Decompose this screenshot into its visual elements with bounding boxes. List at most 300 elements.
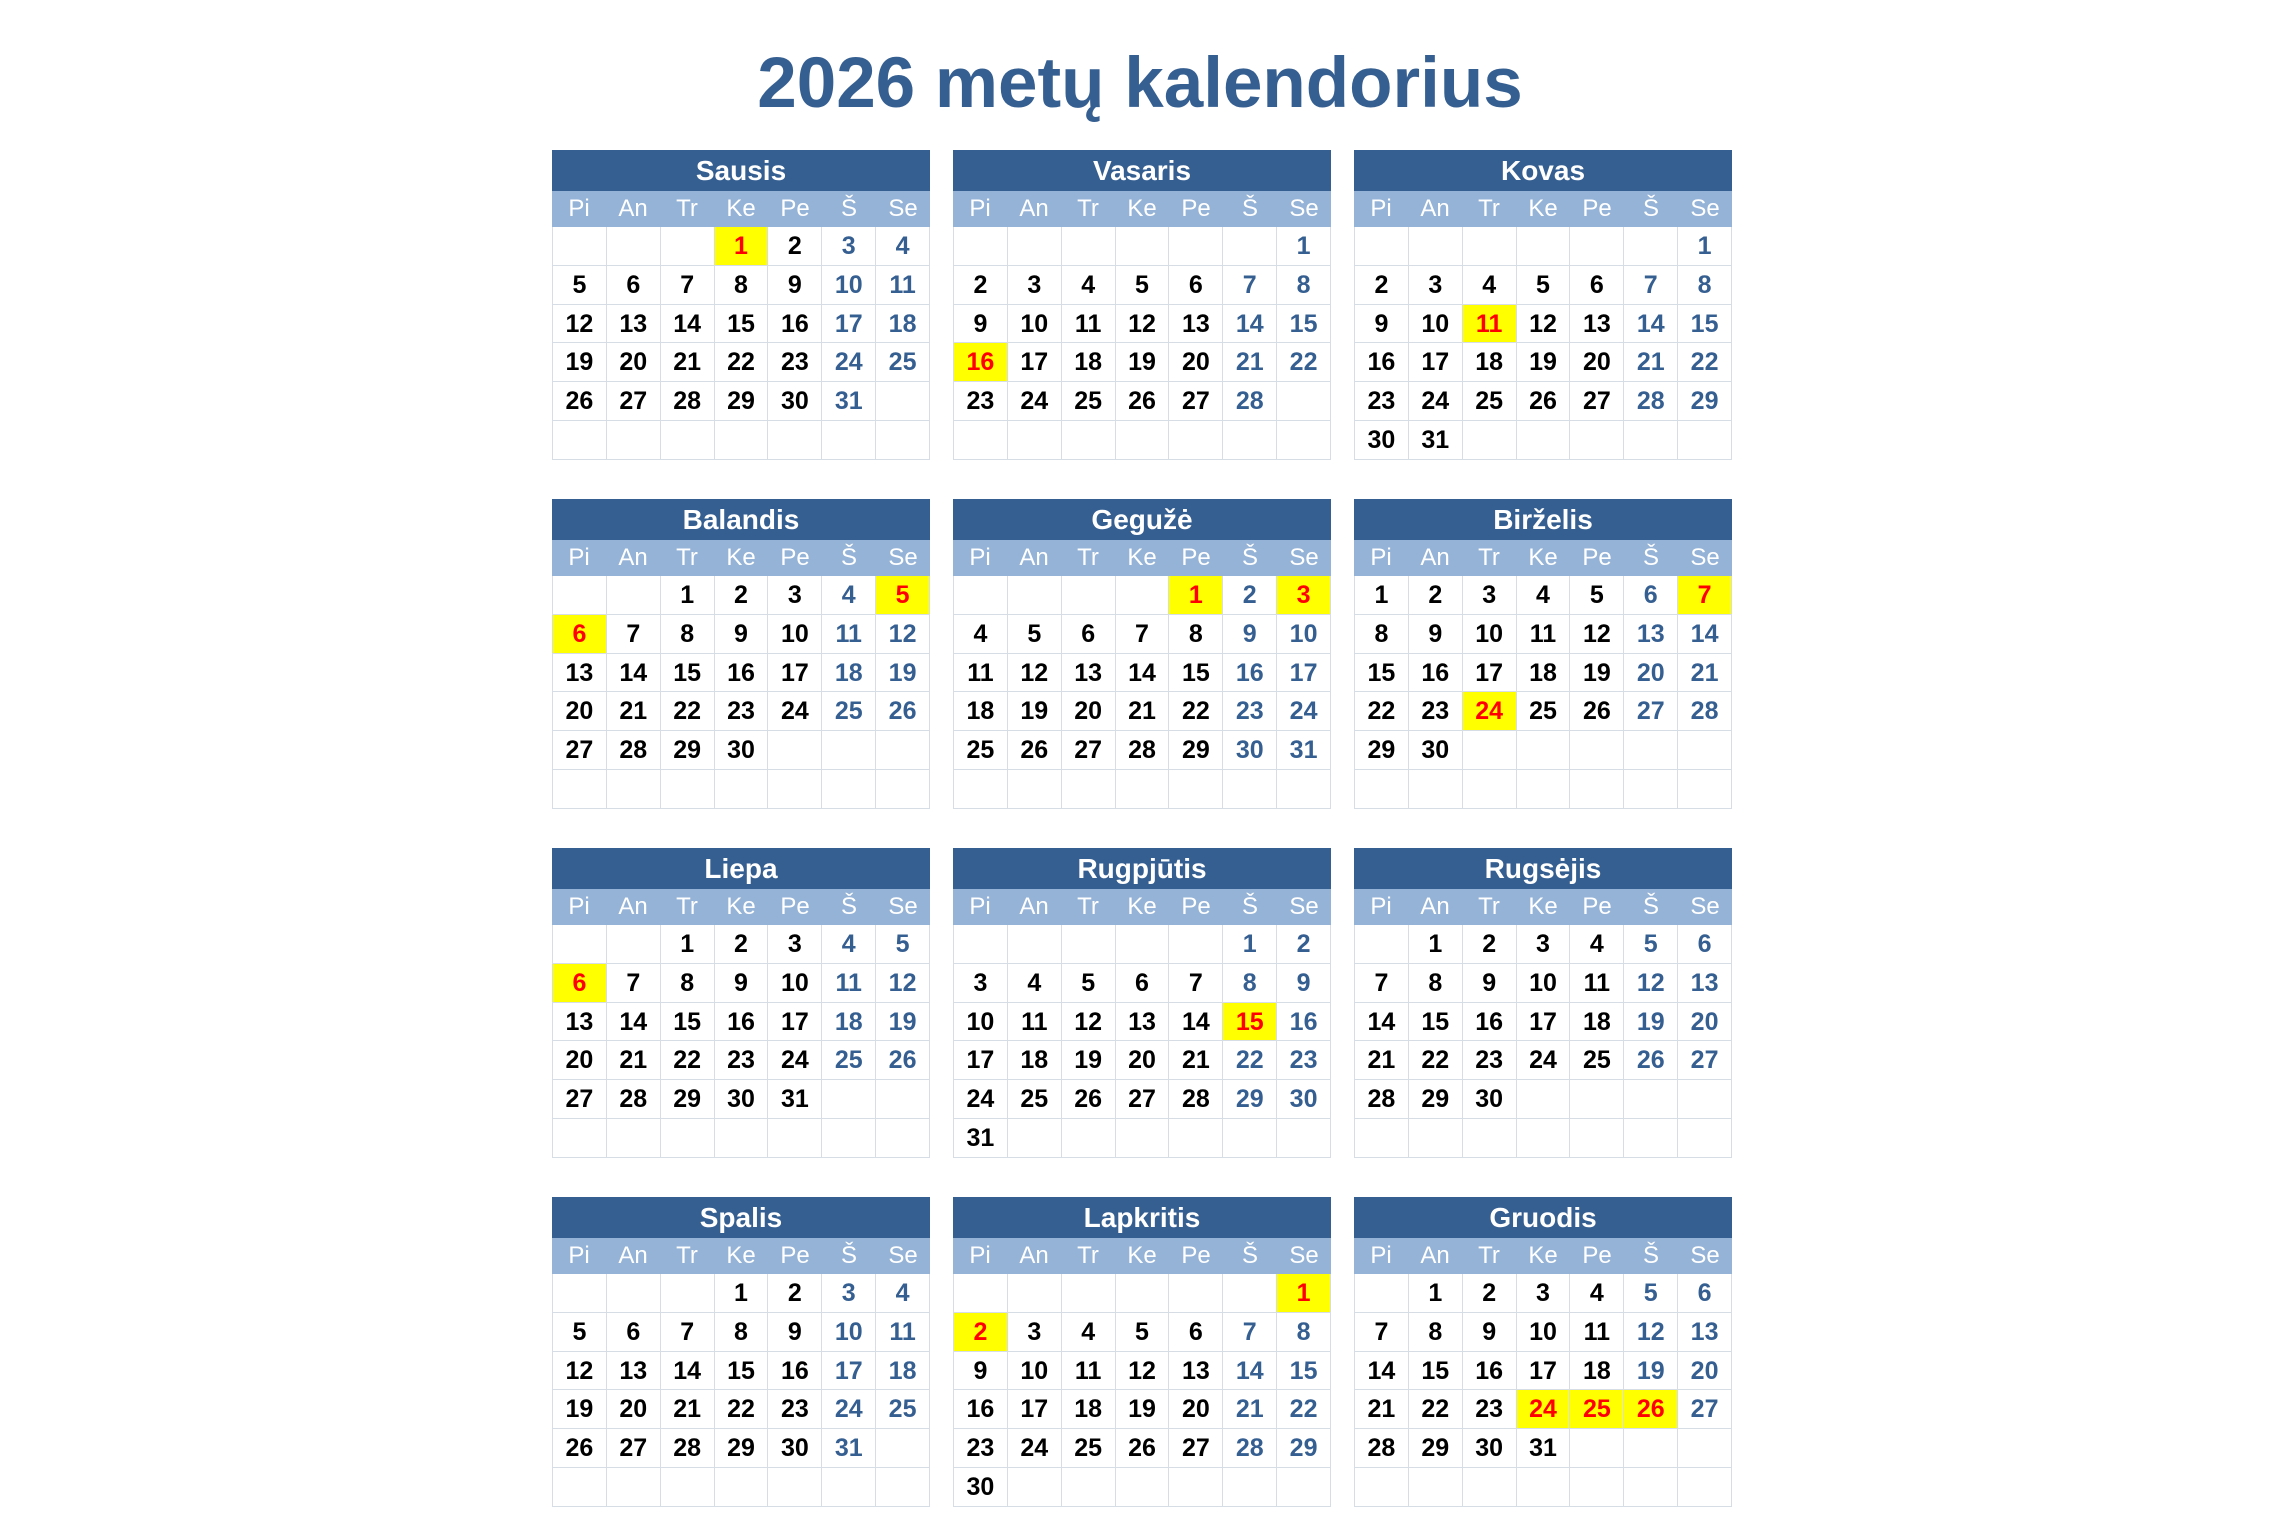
day-cell: 29	[1409, 1080, 1463, 1119]
empty-day-cell	[954, 770, 1008, 809]
day-cell: 6	[1678, 1274, 1732, 1313]
day-grid	[953, 925, 1331, 1158]
empty-day-cell	[822, 1468, 876, 1507]
day-cell: 9	[1277, 964, 1331, 1003]
day-cell: 14	[661, 1352, 715, 1391]
month-9	[1354, 848, 1732, 1159]
holiday-day-cell: 24	[1517, 1390, 1571, 1429]
day-cell: 28	[1678, 692, 1732, 731]
day-cell: 22	[661, 1041, 715, 1080]
empty-day-cell	[553, 421, 607, 460]
day-cell: 18	[1062, 343, 1116, 382]
day-cell: 2	[768, 1274, 822, 1313]
day-cell: 26	[1517, 382, 1571, 421]
weekday-label: An	[618, 195, 648, 222]
empty-day-cell	[715, 1468, 769, 1507]
day-cell: 17	[1409, 343, 1463, 382]
day-cell: 16	[1409, 654, 1463, 693]
empty-day-cell	[1624, 1468, 1678, 1507]
day-cell: 20	[1624, 654, 1678, 693]
month-12	[1354, 1197, 1732, 1508]
weekday-label: Pe	[1181, 1242, 1211, 1269]
day-cell: 22	[1169, 692, 1223, 731]
empty-day-cell	[954, 227, 1008, 266]
weekday-header	[552, 1238, 930, 1274]
holiday-day-cell: 1	[1277, 1274, 1331, 1313]
week-row	[1355, 1003, 1732, 1042]
week-row	[954, 964, 1331, 1003]
empty-day-cell	[553, 1119, 607, 1158]
day-cell: 11	[876, 266, 930, 305]
weekday-label: An	[1420, 893, 1450, 920]
day-cell: 28	[1223, 1429, 1277, 1468]
day-cell: 28	[1355, 1429, 1409, 1468]
holiday-day-cell: 11	[1463, 305, 1517, 344]
weekday-label: Se	[1289, 544, 1319, 571]
week-row	[553, 1390, 930, 1429]
day-cell: 1	[1409, 925, 1463, 964]
day-cell: 3	[1409, 266, 1463, 305]
day-cell: 22	[1277, 1390, 1331, 1429]
day-cell: 10	[1277, 615, 1331, 654]
day-cell: 29	[1355, 731, 1409, 770]
day-cell: 15	[1355, 654, 1409, 693]
day-cell: 30	[1355, 421, 1409, 460]
day-grid	[552, 227, 930, 460]
day-cell: 12	[553, 305, 607, 344]
day-cell: 5	[553, 266, 607, 305]
day-cell: 10	[1517, 1313, 1571, 1352]
empty-day-cell	[661, 421, 715, 460]
day-cell: 21	[1678, 654, 1732, 693]
weekday-label: Pi	[1370, 893, 1392, 920]
day-cell: 18	[822, 1003, 876, 1042]
day-cell: 9	[954, 1352, 1008, 1391]
day-cell: 11	[1517, 615, 1571, 654]
week-row	[553, 1041, 930, 1080]
weekday-label: An	[1420, 1242, 1450, 1269]
weekday-label: An	[1019, 893, 1049, 920]
holiday-day-cell: 1	[1169, 576, 1223, 615]
day-cell: 4	[876, 227, 930, 266]
day-cell: 8	[1277, 1313, 1331, 1352]
day-cell: 14	[1116, 654, 1170, 693]
day-cell: 16	[1463, 1352, 1517, 1391]
month-name: Vasaris	[953, 150, 1331, 191]
day-cell: 21	[1169, 1041, 1223, 1080]
empty-day-cell	[1463, 421, 1517, 460]
day-cell: 17	[1517, 1352, 1571, 1391]
empty-day-cell	[1570, 731, 1624, 770]
day-cell: 24	[768, 1041, 822, 1080]
empty-day-cell	[768, 421, 822, 460]
empty-day-cell	[1223, 770, 1277, 809]
empty-day-cell	[1169, 770, 1223, 809]
empty-day-cell	[553, 576, 607, 615]
day-cell: 9	[768, 1313, 822, 1352]
empty-day-cell	[1116, 1119, 1170, 1158]
empty-day-cell	[1517, 731, 1571, 770]
day-cell: 3	[1008, 266, 1062, 305]
empty-day-cell	[768, 731, 822, 770]
empty-day-cell	[1062, 421, 1116, 460]
week-row	[1355, 1274, 1732, 1313]
weekday-header	[953, 1238, 1331, 1274]
day-cell: 16	[1463, 1003, 1517, 1042]
day-cell: 12	[1116, 305, 1170, 344]
weekday-label: Ke	[726, 195, 756, 222]
weekday-label: Pe	[780, 893, 810, 920]
empty-day-cell	[661, 1274, 715, 1313]
empty-day-cell	[1624, 1119, 1678, 1158]
empty-day-cell	[1008, 770, 1062, 809]
empty-day-cell	[768, 1468, 822, 1507]
empty-day-cell	[1570, 1119, 1624, 1158]
day-cell: 12	[553, 1352, 607, 1391]
day-cell: 11	[1570, 1313, 1624, 1352]
empty-day-cell	[1355, 1119, 1409, 1158]
day-cell: 11	[1570, 964, 1624, 1003]
day-cell: 31	[954, 1119, 1008, 1158]
day-cell: 26	[876, 692, 930, 731]
day-grid	[552, 576, 930, 809]
weekday-label: An	[618, 544, 648, 571]
day-cell: 18	[1062, 1390, 1116, 1429]
day-cell: 30	[1409, 731, 1463, 770]
empty-day-cell	[1116, 1274, 1170, 1313]
day-cell: 19	[1116, 343, 1170, 382]
day-cell: 26	[553, 1429, 607, 1468]
day-cell: 14	[607, 1003, 661, 1042]
empty-day-cell	[1277, 421, 1331, 460]
month-10	[552, 1197, 930, 1508]
day-cell: 4	[1517, 576, 1571, 615]
empty-day-cell	[1116, 1468, 1170, 1507]
day-cell: 16	[715, 654, 769, 693]
week-row	[1355, 654, 1732, 693]
day-cell: 5	[876, 925, 930, 964]
day-cell: 28	[1624, 382, 1678, 421]
empty-day-cell	[1169, 1468, 1223, 1507]
day-cell: 5	[1008, 615, 1062, 654]
day-cell: 21	[1223, 1390, 1277, 1429]
weekday-label: Š	[1642, 544, 1659, 571]
weekday-label: Pi	[969, 893, 991, 920]
day-cell: 30	[1223, 731, 1277, 770]
day-cell: 13	[1062, 654, 1116, 693]
empty-day-cell	[822, 770, 876, 809]
day-cell: 20	[607, 343, 661, 382]
day-cell: 7	[661, 266, 715, 305]
holiday-day-cell: 16	[954, 343, 1008, 382]
weekday-label: Pi	[568, 195, 590, 222]
weekday-label: Tr	[1077, 893, 1099, 920]
empty-day-cell	[553, 770, 607, 809]
day-cell: 29	[715, 382, 769, 421]
weekday-label: Ke	[1528, 195, 1558, 222]
month-name: Rugpjūtis	[953, 848, 1331, 889]
week-row	[553, 731, 930, 770]
week-row	[954, 227, 1331, 266]
day-cell: 24	[768, 692, 822, 731]
empty-day-cell	[607, 576, 661, 615]
week-row	[553, 1274, 930, 1313]
empty-day-cell	[1277, 382, 1331, 421]
day-cell: 20	[607, 1390, 661, 1429]
day-cell: 24	[1409, 382, 1463, 421]
week-row	[553, 925, 930, 964]
month-name: Kovas	[1354, 150, 1732, 191]
weekday-header	[953, 191, 1331, 227]
weekday-header	[1354, 1238, 1732, 1274]
day-cell: 16	[1277, 1003, 1331, 1042]
weekday-header	[1354, 889, 1732, 925]
day-grid	[953, 576, 1331, 809]
weekday-label: Tr	[676, 893, 698, 920]
week-row	[954, 343, 1331, 382]
week-row	[1355, 964, 1732, 1003]
weekday-label: Se	[888, 893, 918, 920]
week-row	[553, 382, 930, 421]
day-cell: 29	[715, 1429, 769, 1468]
day-cell: 17	[1463, 654, 1517, 693]
day-cell: 5	[1116, 266, 1170, 305]
day-grid	[953, 227, 1331, 460]
empty-day-cell	[553, 925, 607, 964]
month-11	[953, 1197, 1331, 1508]
empty-day-cell	[1463, 1468, 1517, 1507]
day-cell: 6	[1570, 266, 1624, 305]
day-cell: 13	[553, 1003, 607, 1042]
empty-day-cell	[876, 1429, 930, 1468]
day-cell: 10	[1008, 305, 1062, 344]
day-cell: 4	[1570, 925, 1624, 964]
day-cell: 21	[1355, 1390, 1409, 1429]
day-cell: 8	[661, 615, 715, 654]
empty-day-cell	[1678, 770, 1732, 809]
day-cell: 22	[715, 343, 769, 382]
day-cell: 22	[1409, 1041, 1463, 1080]
empty-day-cell	[954, 925, 1008, 964]
day-grid	[1354, 227, 1732, 460]
day-cell: 6	[1062, 615, 1116, 654]
empty-day-cell	[876, 421, 930, 460]
empty-day-cell	[661, 770, 715, 809]
day-cell: 8	[1277, 266, 1331, 305]
empty-day-cell	[1223, 1119, 1277, 1158]
holiday-day-cell: 7	[1678, 576, 1732, 615]
empty-day-cell	[1277, 770, 1331, 809]
weekday-label: Tr	[676, 195, 698, 222]
week-row	[954, 1390, 1331, 1429]
empty-day-cell	[1223, 1468, 1277, 1507]
day-cell: 13	[1169, 305, 1223, 344]
day-cell: 2	[1409, 576, 1463, 615]
day-cell: 30	[768, 382, 822, 421]
empty-day-cell	[1624, 227, 1678, 266]
day-cell: 10	[1517, 964, 1571, 1003]
day-cell: 3	[768, 925, 822, 964]
weekday-label: Tr	[1478, 1242, 1500, 1269]
empty-day-cell	[1169, 1119, 1223, 1158]
weekday-label: Š	[840, 195, 857, 222]
empty-day-cell	[607, 1274, 661, 1313]
day-cell: 20	[1062, 692, 1116, 731]
empty-day-cell	[553, 1274, 607, 1313]
day-cell: 14	[607, 654, 661, 693]
day-grid	[953, 1274, 1331, 1507]
week-row	[1355, 305, 1732, 344]
empty-day-cell	[1624, 1080, 1678, 1119]
day-cell: 6	[1678, 925, 1732, 964]
month-8	[953, 848, 1331, 1159]
day-cell: 10	[822, 266, 876, 305]
day-cell: 8	[1355, 615, 1409, 654]
empty-day-cell	[1517, 1119, 1571, 1158]
weekday-label: Pe	[1181, 544, 1211, 571]
day-cell: 16	[1223, 654, 1277, 693]
day-cell: 2	[954, 266, 1008, 305]
day-cell: 14	[661, 305, 715, 344]
day-cell: 13	[1624, 615, 1678, 654]
day-cell: 10	[1409, 305, 1463, 344]
weekday-label: Pe	[1582, 544, 1612, 571]
day-cell: 26	[1624, 1041, 1678, 1080]
day-cell: 12	[1570, 615, 1624, 654]
empty-day-cell	[1169, 227, 1223, 266]
weekday-label: Pe	[780, 544, 810, 571]
empty-day-cell	[954, 1274, 1008, 1313]
empty-day-cell	[715, 421, 769, 460]
weekday-header	[953, 540, 1331, 576]
day-cell: 29	[1223, 1080, 1277, 1119]
holiday-day-cell: 1	[715, 227, 769, 266]
day-cell: 31	[1409, 421, 1463, 460]
day-cell: 27	[1116, 1080, 1170, 1119]
day-cell: 24	[954, 1080, 1008, 1119]
day-cell: 9	[1355, 305, 1409, 344]
day-cell: 26	[876, 1041, 930, 1080]
day-cell: 2	[1277, 925, 1331, 964]
weekday-label: An	[1420, 195, 1450, 222]
day-cell: 16	[715, 1003, 769, 1042]
day-cell: 2	[715, 925, 769, 964]
weekday-header	[552, 889, 930, 925]
weekday-label: Ke	[1127, 893, 1157, 920]
day-cell: 20	[553, 692, 607, 731]
day-cell: 23	[1463, 1041, 1517, 1080]
day-cell: 7	[1169, 964, 1223, 1003]
weekday-label: Pe	[1181, 893, 1211, 920]
empty-day-cell	[1062, 1119, 1116, 1158]
empty-day-cell	[954, 576, 1008, 615]
day-cell: 23	[954, 382, 1008, 421]
day-cell: 12	[1517, 305, 1571, 344]
week-row	[553, 1352, 930, 1391]
day-cell: 27	[1570, 382, 1624, 421]
weekday-label: Pi	[969, 195, 991, 222]
day-cell: 21	[1223, 343, 1277, 382]
empty-day-cell	[1169, 925, 1223, 964]
week-row	[553, 1429, 930, 1468]
weekday-label: Ke	[1528, 544, 1558, 571]
day-cell: 16	[1355, 343, 1409, 382]
empty-day-cell	[876, 770, 930, 809]
week-row	[553, 1080, 930, 1119]
weekday-label: Tr	[1478, 544, 1500, 571]
day-grid	[552, 925, 930, 1158]
week-row	[954, 421, 1331, 460]
day-cell: 27	[1624, 692, 1678, 731]
day-cell: 26	[553, 382, 607, 421]
day-cell: 7	[661, 1313, 715, 1352]
week-row	[1355, 731, 1732, 770]
month-name: Gruodis	[1354, 1197, 1732, 1238]
weekday-label: An	[618, 893, 648, 920]
holiday-day-cell: 15	[1223, 1003, 1277, 1042]
week-row	[954, 1468, 1331, 1507]
empty-day-cell	[1409, 1468, 1463, 1507]
weekday-header	[1354, 191, 1732, 227]
day-cell: 7	[607, 964, 661, 1003]
empty-day-cell	[1570, 1468, 1624, 1507]
day-cell: 23	[715, 692, 769, 731]
day-cell: 9	[954, 305, 1008, 344]
day-cell: 16	[768, 305, 822, 344]
day-cell: 8	[1678, 266, 1732, 305]
weekday-label: Pi	[568, 1242, 590, 1269]
empty-day-cell	[1223, 1274, 1277, 1313]
week-row	[954, 576, 1331, 615]
day-cell: 13	[607, 1352, 661, 1391]
weekday-label: Pi	[568, 544, 590, 571]
empty-day-cell	[1008, 227, 1062, 266]
day-cell: 27	[553, 731, 607, 770]
empty-day-cell	[1570, 1429, 1624, 1468]
day-cell: 27	[1169, 382, 1223, 421]
week-row	[1355, 421, 1732, 460]
empty-day-cell	[1678, 731, 1732, 770]
day-cell: 18	[1570, 1003, 1624, 1042]
week-row	[553, 1003, 930, 1042]
weekday-label: Pi	[1370, 195, 1392, 222]
empty-day-cell	[1678, 1468, 1732, 1507]
day-cell: 3	[1517, 1274, 1571, 1313]
day-cell: 23	[1463, 1390, 1517, 1429]
day-cell: 27	[607, 382, 661, 421]
weekday-header	[953, 889, 1331, 925]
empty-day-cell	[715, 770, 769, 809]
day-cell: 12	[1062, 1003, 1116, 1042]
empty-day-cell	[1062, 1274, 1116, 1313]
empty-day-cell	[876, 731, 930, 770]
weekday-label: Se	[1289, 893, 1319, 920]
week-row	[553, 615, 930, 654]
day-cell: 13	[1116, 1003, 1170, 1042]
weekday-label: Se	[1690, 1242, 1720, 1269]
day-cell: 19	[1570, 654, 1624, 693]
day-cell: 6	[1169, 1313, 1223, 1352]
empty-day-cell	[822, 1080, 876, 1119]
day-cell: 23	[1355, 382, 1409, 421]
weekday-label: Se	[1690, 893, 1720, 920]
weekday-label: Ke	[726, 893, 756, 920]
week-row	[553, 1313, 930, 1352]
week-row	[954, 305, 1331, 344]
empty-day-cell	[1463, 770, 1517, 809]
day-cell: 17	[954, 1041, 1008, 1080]
day-cell: 19	[553, 343, 607, 382]
